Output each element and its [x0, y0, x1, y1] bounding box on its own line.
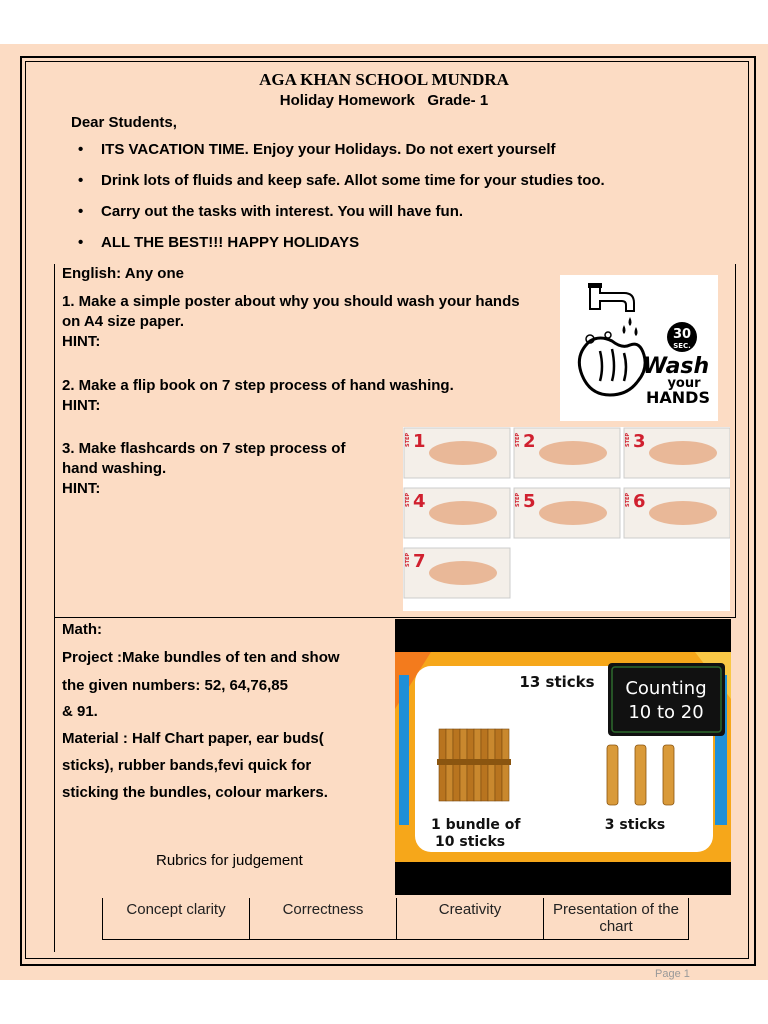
hint-label: HINT:	[62, 333, 101, 350]
english-task-1	[62, 292, 520, 352]
page-number: Page 1	[655, 968, 690, 980]
task-line: 3. Make flashcards on 7 step process of	[62, 440, 346, 457]
homework-subtitle: Holiday Homework Grade- 1	[279, 92, 489, 109]
instruction-item: • ITS VACATION TIME. Enjoy your Holidays. Do not exert yourself	[78, 140, 605, 171]
hands-icon	[429, 501, 497, 525]
instruction-item: • Carry out the tasks with interest. You will have fun.	[78, 202, 605, 233]
step-number: 5	[523, 491, 536, 512]
step-panel	[404, 548, 510, 598]
math-line: Material : Half Chart paper, ear buds(	[62, 730, 324, 747]
english-task-2	[62, 376, 454, 416]
section-divider	[54, 617, 736, 618]
step-word: STEP	[515, 432, 521, 447]
loose-stick	[635, 745, 646, 805]
greeting: Dear Students,	[71, 114, 177, 131]
task-line: 1. Make a simple poster about why you should wash your hands	[62, 293, 520, 310]
hint-label: HINT:	[62, 480, 101, 497]
hand-washing-steps-graphic	[403, 427, 730, 611]
loose-stick	[663, 745, 674, 805]
math-heading: Math:	[62, 621, 102, 638]
step-panel	[404, 428, 510, 478]
rubric-correctness: Correctness	[250, 898, 397, 940]
math-line: sticking the bundles, colour markers.	[62, 784, 328, 801]
poster-word-wash: Wash	[642, 354, 710, 379]
tap-and-hands-icon	[560, 275, 718, 421]
section-border-left	[54, 264, 55, 952]
step-panel	[624, 488, 730, 538]
step-word: STEP	[625, 432, 631, 447]
rubric-concept-clarity: Concept clarity	[103, 898, 250, 940]
step-number: 2	[523, 431, 536, 452]
counting-badge-line1: Counting	[625, 678, 707, 699]
counting-sticks-graphic	[395, 619, 731, 895]
english-task-3	[62, 439, 345, 499]
counting-badge-line2: 10 to 20	[628, 702, 704, 723]
school-title: AGA KHAN SCHOOL MUNDRA	[259, 70, 509, 89]
step-number: 1	[413, 431, 426, 452]
instruction-list	[78, 140, 605, 264]
step-number: 6	[633, 491, 646, 512]
step-panel	[404, 488, 510, 538]
step-number: 7	[413, 551, 426, 572]
rubber-band	[437, 759, 511, 765]
step-word: STEP	[515, 492, 521, 507]
step-panel	[514, 428, 620, 478]
step-word: STEP	[405, 552, 411, 567]
hand-washing-steps-image	[403, 427, 730, 611]
counting-video-thumbnail	[395, 619, 731, 895]
hands-icon	[539, 501, 607, 525]
step-number: 3	[633, 431, 646, 452]
rubric-presentation: Presentation of the chart	[544, 898, 689, 940]
loose-sticks-label: 3 sticks	[604, 817, 666, 833]
rubrics-table	[102, 898, 689, 940]
task-line: 2. Make a flip book on 7 step process of hand washing.	[62, 377, 454, 394]
step-word: STEP	[405, 432, 411, 447]
bundle-label-line1: 1 bundle of	[431, 817, 521, 833]
step-number: 4	[413, 491, 426, 512]
task-line: on A4 size paper.	[62, 313, 184, 330]
hands-icon	[429, 561, 497, 585]
total-sticks-label: 13 sticks	[519, 673, 595, 691]
math-line: & 91.	[62, 703, 98, 720]
rubrics-title: Rubrics for judgement	[156, 852, 303, 869]
task-line: hand washing.	[62, 460, 167, 477]
section-border-right	[735, 264, 736, 618]
poster-word-your: your	[667, 376, 701, 391]
bundle-label-line2: 10 sticks	[435, 834, 506, 850]
hands-icon	[429, 441, 497, 465]
instruction-item: • Drink lots of fluids and keep safe. Allot some time for your studies too.	[78, 171, 605, 202]
step-word: STEP	[625, 492, 631, 507]
math-line: Project :Make bundles of ten and show	[62, 649, 340, 666]
hands-icon	[649, 441, 717, 465]
hands-icon	[539, 441, 607, 465]
timer-unit: SEC.	[673, 342, 691, 350]
wash-hands-poster-image	[560, 275, 718, 421]
hands-icon	[649, 501, 717, 525]
step-panel	[624, 428, 730, 478]
math-line: the given numbers: 52, 64,76,85	[62, 677, 288, 694]
poster-word-hands: HANDS	[646, 388, 710, 407]
instruction-item: • ALL THE BEST!!! HAPPY HOLIDAYS	[78, 233, 605, 264]
hint-label: HINT:	[62, 397, 101, 414]
loose-stick	[607, 745, 618, 805]
table-row	[103, 898, 689, 940]
step-panel	[514, 488, 620, 538]
step-word: STEP	[405, 492, 411, 507]
math-line: sticks), rubber bands,fevi quick for	[62, 757, 312, 774]
english-heading: English: Any one	[62, 265, 184, 282]
timer-number: 30	[672, 327, 692, 342]
rubric-creativity: Creativity	[397, 898, 544, 940]
